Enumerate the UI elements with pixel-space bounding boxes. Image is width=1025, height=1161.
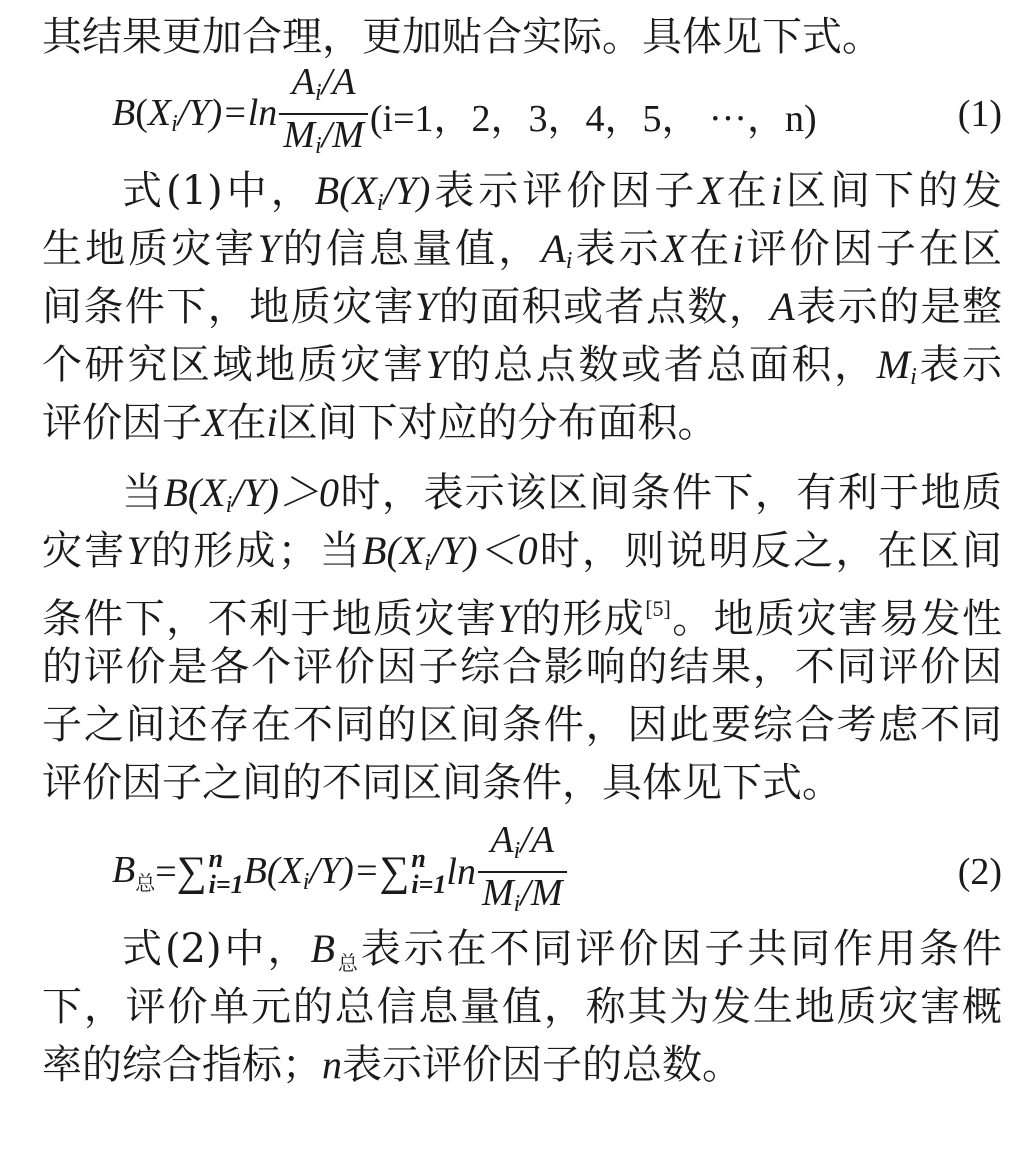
text-line: 生地质灾害Y的信息量值，$A_i$表示X在i评价因子在区	[42, 226, 1003, 274]
sigma-symbol: ∑	[379, 849, 410, 895]
eq2-lhs: $B_总$	[112, 849, 156, 895]
text-line: 评价因子X在i区间下对应的分布面积。	[42, 400, 718, 446]
summation-2: ∑ n i=1	[379, 844, 447, 899]
paper-page	[42, 8, 1002, 1094]
equation-number-1: (1)	[957, 93, 1002, 135]
eq2-fraction	[478, 820, 567, 924]
citation-ref: [5]	[645, 596, 671, 621]
text-line: 的评价是各个评价因子综合影响的结果，不同评价因	[42, 644, 1002, 690]
eq2-ln: ln	[446, 851, 476, 893]
text-line: 间条件下，地质灾害Y的面积或者点数，A表示的是整	[42, 284, 1003, 330]
text-line: 式(1)中，$B(X_i/Y)$表示评价因子X在i区间下的发	[122, 168, 1003, 216]
paragraph-gap	[42, 452, 1002, 464]
text-line: 条件下，不利于地质灾害Y的形成[5]。地质灾害易发性	[42, 596, 1003, 642]
eq2-numerator: $A_i/A$	[490, 819, 555, 864]
equation-number-2: (2)	[957, 851, 1002, 893]
text-line: 下，评价单元的总信息量值，称其为发生地质灾害概	[42, 984, 1002, 1030]
eq2-equals: =	[155, 851, 177, 893]
eq1-denominator: $M_i/M$	[283, 114, 364, 159]
text-line	[42, 8, 1002, 66]
text-line: 当$B(X_i/Y)>0$时，表示该区间条件下，有利于地质	[122, 470, 1003, 518]
text-line: 个研究区域地质灾害Y的总点数或者总面积，$M_i$表示	[42, 342, 1002, 390]
eq1-fraction	[279, 62, 368, 166]
equation-2	[42, 819, 1002, 920]
equation-1	[42, 61, 1002, 162]
eq2-middle: $B(X_i/Y)=$	[243, 849, 380, 895]
sigma-symbol: ∑	[176, 849, 207, 895]
eq1-range: (i=1，2，3，4，5， ···，n)	[369, 97, 817, 140]
text-line: 式(2)中，$B_总$表示在不同评价因子共同作用条件	[122, 926, 1003, 975]
text-line: 灾害Y的形成；当$B(X_i/Y)<0$时，则说明反之，在区间	[42, 528, 1003, 576]
eq1-numerator: $A_i/A$	[291, 61, 356, 106]
eq1-lhs: $B(X_i/Y)=\ln$	[112, 91, 278, 137]
equation-1-body	[112, 61, 817, 162]
text-line: 评价因子之间的不同区间条件，具体见下式。	[42, 760, 842, 806]
equation-2-body	[112, 819, 569, 920]
eq2-denominator: $M_i/M$	[481, 872, 563, 917]
text-line: 子之间还存在不同的区间条件，因此要综合考虑不同	[42, 702, 1002, 748]
summation-1: ∑ n i=1	[176, 844, 244, 899]
text-segment: 其结果更加合理，更加贴合实际。具体见下式。	[42, 14, 882, 60]
text-line: 率的综合指标；n表示评价因子的总数。	[42, 1042, 742, 1088]
